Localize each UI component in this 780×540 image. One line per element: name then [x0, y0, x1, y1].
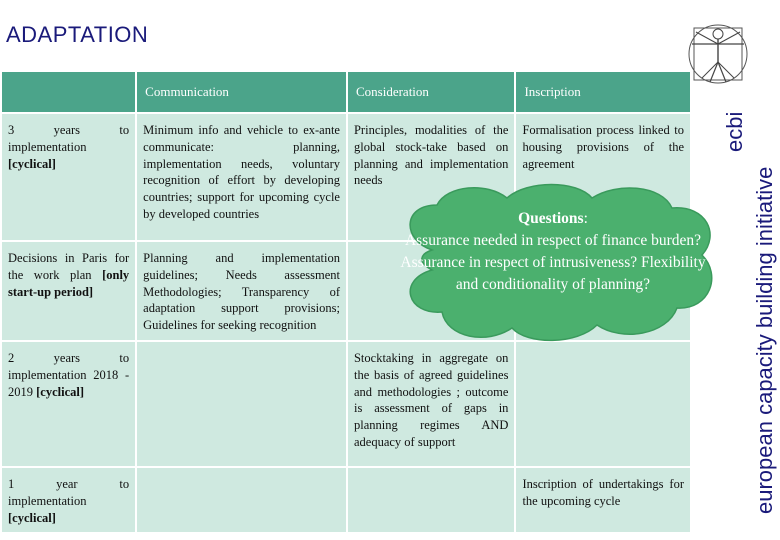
row-label-cell: [2, 114, 135, 240]
table-row: [2, 468, 690, 532]
row-label: 2 years to implementation 2018 - 2019: [8, 350, 130, 399]
brand-name-vertical: european capacity building initiative: [752, 166, 777, 514]
page-title: ADAPTATION: [6, 22, 149, 47]
communication-cell: Planning and implementation guidelines; Needs assessment Methodologies; Transparency of adaptation support provisions; Guidelines for seeking recognition: [137, 242, 346, 340]
inscription-cell: Formalisation process linked to housing provisions of the agreement: [516, 114, 690, 240]
consideration-cell: [348, 468, 514, 532]
brand-abbr-vertical: ecbi: [722, 111, 747, 152]
callout-colon: :: [583, 210, 588, 227]
row-label-cell: [2, 242, 135, 340]
row-label-cell: [2, 342, 135, 466]
callout-heading: Questions: [518, 210, 584, 227]
row-label-cell: [2, 468, 135, 532]
row-label: 3 years to implementation: [8, 123, 130, 154]
header-consideration: Consideration: [348, 72, 514, 112]
callout-body: Assurance needed in respect of finance burden? Assurance in respect of intrusiveness? Flexibility and conditionality of planning?: [400, 232, 706, 293]
vitruvian-man-logo: [686, 14, 750, 100]
row-tag: [only start-up period]: [8, 267, 130, 299]
inscription-cell: [516, 342, 690, 466]
table-row: [2, 342, 690, 466]
header-inscription: Inscription: [516, 72, 690, 112]
row-label: 1 year to implementation: [8, 476, 130, 508]
communication-cell: [137, 468, 346, 532]
questions-callout-text: [392, 208, 714, 296]
row-tag: [cyclical]: [8, 156, 56, 171]
communication-cell: [137, 342, 346, 466]
consideration-cell: Stocktaking in aggregate on the basis of agreed guidelines and methodologies ; outcome is assessment of gaps in planning regimes AND adequacy of support: [348, 342, 514, 466]
inscription-cell: Inscription of undertakings for the upcoming cycle: [516, 468, 690, 532]
header-communication: Communication: [137, 72, 346, 112]
row-tag: [cyclical]: [8, 510, 56, 525]
communication-cell: Minimum info and vehicle to ex-ante communicate: planning, implementation needs, voluntary recognition of effort by developing countries; support for upcoming cycle by developed countries: [137, 114, 346, 240]
header-cell-empty: [2, 72, 135, 112]
row-tag: [cyclical]: [36, 384, 85, 399]
row-label: Decisions in Paris for the work plan: [8, 251, 130, 282]
table-header-row: [2, 72, 690, 112]
consideration-cell: Principles, modalities of the global stock-take based on planning and implementation needs: [348, 114, 514, 240]
